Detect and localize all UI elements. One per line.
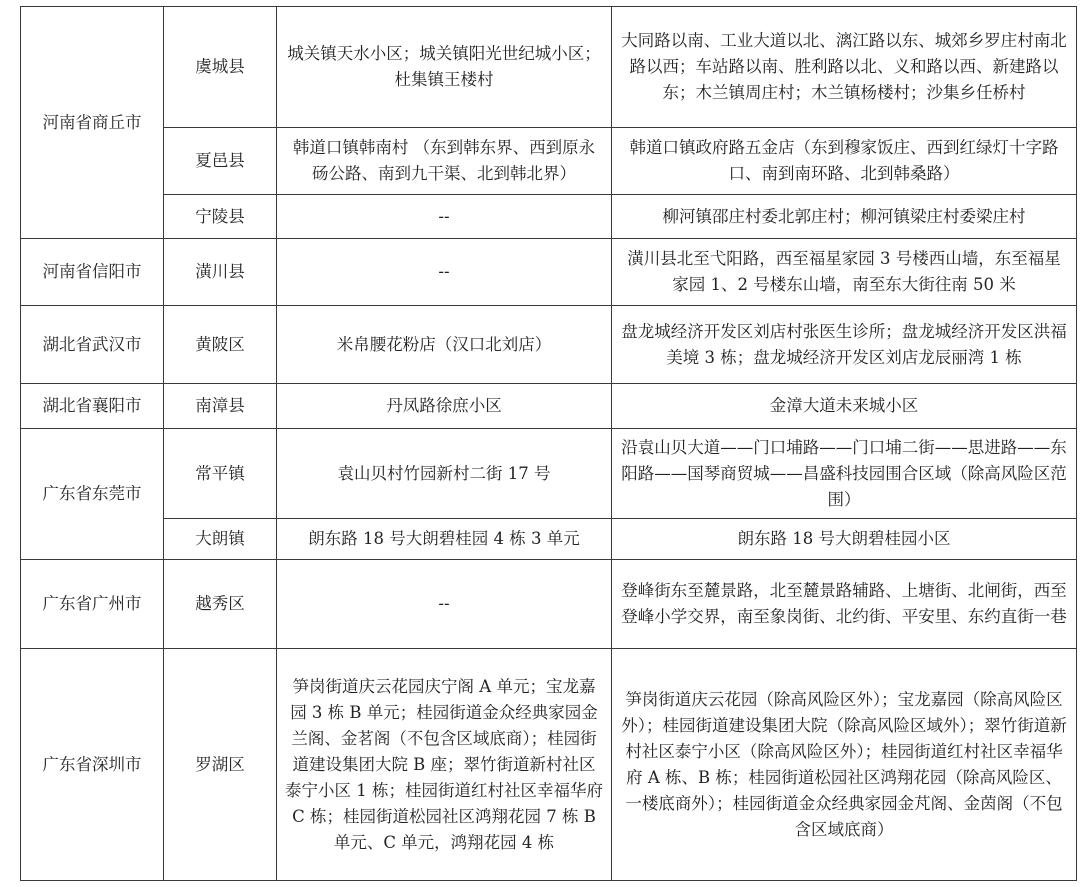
table-row xyxy=(21,560,1077,649)
table-row xyxy=(21,306,1077,384)
county-cell: 宁陵县 xyxy=(164,195,277,239)
county-cell: 南漳县 xyxy=(164,384,277,429)
county-cell: 大朗镇 xyxy=(164,519,277,560)
high-risk-cell: 城关镇天水小区；城关镇阳光世纪城小区；杜集镇王楼村 xyxy=(277,7,612,128)
high-risk-cell: 丹凤路徐庶小区 xyxy=(277,384,612,429)
table-row xyxy=(21,239,1077,306)
high-risk-cell: 袁山贝村竹园新村二街 17 号 xyxy=(277,429,612,519)
table-row xyxy=(21,384,1077,429)
medium-risk-cell: 潢川县北至弋阳路，西至福星家园 3 号楼西山墙，东至福星家园 1、2 号楼东山墙，南至东大街往南 50 米 xyxy=(612,239,1077,306)
medium-risk-cell: 登峰街东至麓景路，北至麓景路辅路、上塘街、北闸街，西至登峰小学交界，南至象岗街、北约街、平安里、东约直街一巷 xyxy=(612,560,1077,649)
medium-risk-cell: 金漳大道未来城小区 xyxy=(612,384,1077,429)
city-cell: 广东省广州市 xyxy=(21,560,164,649)
medium-risk-cell: 柳河镇邵庄村委北郭庄村；柳河镇梁庄村委梁庄村 xyxy=(612,195,1077,239)
high-risk-cell: 韩道口镇韩南村 （东到韩东界、西到原永砀公路、南到九干渠、北到韩北界） xyxy=(277,128,612,195)
county-cell: 夏邑县 xyxy=(164,128,277,195)
medium-risk-cell: 韩道口镇政府路五金店（东到穆家饭庄、西到红绿灯十字路口、南到南环路、北到韩桑路） xyxy=(612,128,1077,195)
table-row xyxy=(21,519,1077,560)
table-row xyxy=(21,128,1077,195)
table-row xyxy=(21,195,1077,239)
high-risk-cell: 朗东路 18 号大朗碧桂园 4 栋 3 单元 xyxy=(277,519,612,560)
county-cell: 常平镇 xyxy=(164,429,277,519)
medium-risk-cell: 大同路以南、工业大道以北、漓江路以东、城郊乡罗庄村南北路以西；车站路以南、胜利路以北、义和路以西、新建路以东；木兰镇周庄村；木兰镇杨楼村；沙集乡任桥村 xyxy=(612,7,1077,128)
high-risk-cell: 笋岗街道庆云花园庆宁阁 A 单元；宝龙嘉园 3 栋 B 单元；桂园街道金众经典家园金兰阁、金茗阁（不包含区域底商）；桂园街道建设集团大院 B 座；翠竹街道新村社区泰宁小区 1 栋；桂园街道红村社区幸福华府 C 栋；桂园街道松园社区鸿翔花园 7 栋 B 单元、C 单元，鸿翔花园 4 栋 xyxy=(277,649,612,881)
risk-area-table xyxy=(20,6,1077,881)
high-risk-cell: 米帛腰花粉店（汉口北刘店） xyxy=(277,306,612,384)
city-cell: 湖北省武汉市 xyxy=(21,306,164,384)
county-cell: 罗湖区 xyxy=(164,649,277,881)
city-cell: 湖北省襄阳市 xyxy=(21,384,164,429)
medium-risk-cell: 沿袁山贝大道——门口埔路——门口埔二街——思进路——东阳路——国琴商贸城——昌盛科技园围合区域（除高风险区范围） xyxy=(612,429,1077,519)
county-cell: 虞城县 xyxy=(164,7,277,128)
high-risk-cell: -- xyxy=(277,560,612,649)
high-risk-cell: -- xyxy=(277,195,612,239)
county-cell: 黄陂区 xyxy=(164,306,277,384)
medium-risk-cell: 朗东路 18 号大朗碧桂园小区 xyxy=(612,519,1077,560)
table-row xyxy=(21,649,1077,881)
medium-risk-cell: 笋岗街道庆云花园（除高风险区外）；宝龙嘉园（除高风险区外）；桂园街道建设集团大院（除高风险区域外）；翠竹街道新村社区泰宁小区（除高风险区外）；桂园街道红村社区幸福华府 A 栋、B 栋；桂园街道松园社区鸿翔花园（除高风险区、一楼底商外）；桂园街道金众经典家园金芃阁、金茵阁（不包含区域底商） xyxy=(612,649,1077,881)
high-risk-cell: -- xyxy=(277,239,612,306)
table-row xyxy=(21,7,1077,128)
county-cell: 潢川县 xyxy=(164,239,277,306)
city-cell: 广东省东莞市 xyxy=(21,429,164,560)
city-cell: 河南省信阳市 xyxy=(21,239,164,306)
city-cell: 广东省深圳市 xyxy=(21,649,164,881)
medium-risk-cell: 盘龙城经济开发区刘店村张医生诊所；盘龙城经济开发区洪福美境 3 栋；盘龙城经济开发区刘店龙辰丽湾 1 栋 xyxy=(612,306,1077,384)
table-row xyxy=(21,429,1077,519)
city-cell: 河南省商丘市 xyxy=(21,7,164,239)
county-cell: 越秀区 xyxy=(164,560,277,649)
